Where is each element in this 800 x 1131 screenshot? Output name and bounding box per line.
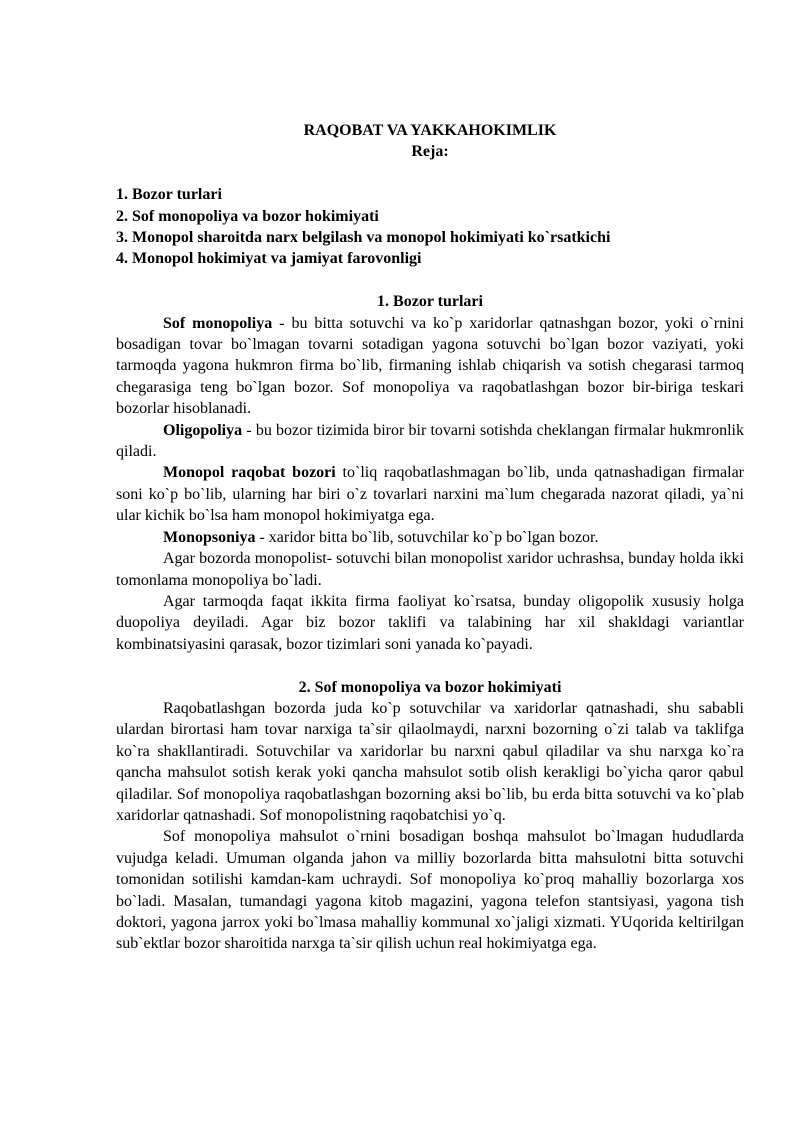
term: Oligopoliya <box>163 421 243 439</box>
paragraph <box>116 313 744 420</box>
paragraph <box>116 591 744 655</box>
plan-item: 1. Bozor turlari <box>116 186 222 204</box>
term: Monopsoniya <box>163 528 256 546</box>
paragraph-text: - bu bitta sotuvchi va ko`p xaridorlar qatnashgan bozor, yoki o`rnini bosadigan tovar bo`lmagan tovarni sotadigan yagona sotuvchi bo`lgan bozor vaziyati, yoki tarmoqda yagona hukmron firma bo`lib, firmaning ishlab chiqarish va sotish chegarasi tarmoq chegarasiga teng bo`lgan bozor. Sof monopoliya va raqobatlashgan bozor bir-biriga teskari bozorlar hisoblanadi. <box>116 314 744 418</box>
paragraph <box>116 527 744 548</box>
document-title: RAQOBAT VA YAKKAHOKIMLIK <box>303 122 557 139</box>
section-heading: 1. Bozor turlari <box>377 293 483 311</box>
paragraph-text: - bu bozor tizimida biror bir tovarni sotishda cheklangan firmalar hukmronlik qiladi. <box>116 421 744 461</box>
paragraph-text: Sof monopoliya mahsulot o`rnini bosadigan boshqa mahsulot bo`lmagan hududlarda vujudga keladi. Umuman olganda jahon va milliy bozorlarda bitta mahsulotni bitta sotuvchi tomonidan sotilishi kamdan-kam uchraydi. Sof monopoliya ko`proq mahalliy bozorlarga xos bo`ladi. Masalan, tumandagi yagona kitob magazini, yagona telefon stantsiyasi, yagona tish doktori, yagona jarrox yoki bo`lmasa mahalliy kommunal xo`jaligi xizmati. YUqorida keltirilgan sub`ektlar bozor sharoitida narxga ta`sir qilish uchun real hokimiyatga ega. <box>116 828 744 953</box>
document-page <box>116 120 744 955</box>
section-heading: 2. Sof monopoliya va bozor hokimiyati <box>298 678 562 696</box>
paragraph <box>116 698 744 826</box>
paragraph <box>116 826 744 954</box>
term: Sof monopoliya <box>163 314 273 332</box>
paragraph-text: Agar bozorda monopolist- sotuvchi bilan monopolist xaridor uchrashsa, bunday holda ikki tomonlama monopoliya bo`ladi. <box>116 550 744 589</box>
paragraph <box>116 462 744 526</box>
term: Monopol raqobat bozori <box>163 464 336 482</box>
paragraph-text: Agar tarmoqda faqat ikkita firma faoliyat ko`rsatsa, bunday oligopolik xususiy holga duopoliya deyiladi. Agar biz bozor taklifi va talabining har xil shakldagi variantlar kombinatsiyasini qarasak, bozor tizimlari soni yanada ko`payadi. <box>116 592 744 653</box>
paragraph-text: - xaridor bitta bo`lib, sotuvchilar ko`p bo`lgan bozor. <box>255 528 599 546</box>
paragraph-text: to`liq raqobatlashmagan bo`lib, unda qatnashadigan firmalar soni ko`p bo`lib, ularning har biri o`z tovarlari narxini ma`lum chegarada nazorat qiladi, ya`ni ular kichik bo`lsa ham monopol hokimiyatga ega. <box>116 464 744 525</box>
plan-item: 4. Monopol hokimiyat va jamiyat farovonligi <box>116 250 422 268</box>
plan-item: 3. Monopol sharoitda narx belgilash va monopol hokimiyati ko`rsatkichi <box>116 229 611 247</box>
paragraph <box>116 420 744 463</box>
paragraph <box>116 548 744 591</box>
plan-list <box>116 184 744 270</box>
plan-item: 2. Sof monopoliya va bozor hokimiyati <box>116 207 379 225</box>
plan-heading: Reja: <box>411 143 449 161</box>
paragraph-text: Raqobatlashgan bozorda juda ko`p sotuvchilar va xaridorlar qatnashadi, shu sababli ulardan birortasi ham tovar narxiga ta`sir qilaolmaydi, narxni bozorning o`zi talab va taklifga ko`ra shakllantiradi. Sotuvchilar va xaridorlar bu narxni qabul qiladilar va shu narxga ko`ra qancha mahsulot sotish kerak yoki qancha mahsulot sotib olish kerakligi bo`yicha qaror qabul qiladilar. Sof monopoliya raqobatlashgan bozorning aksi bo`lib, bu erda bitta sotuvchi va ko`plab xaridorlar qatnashadi. Sof monopolistning raqobatchisi yo`q. <box>116 699 744 824</box>
